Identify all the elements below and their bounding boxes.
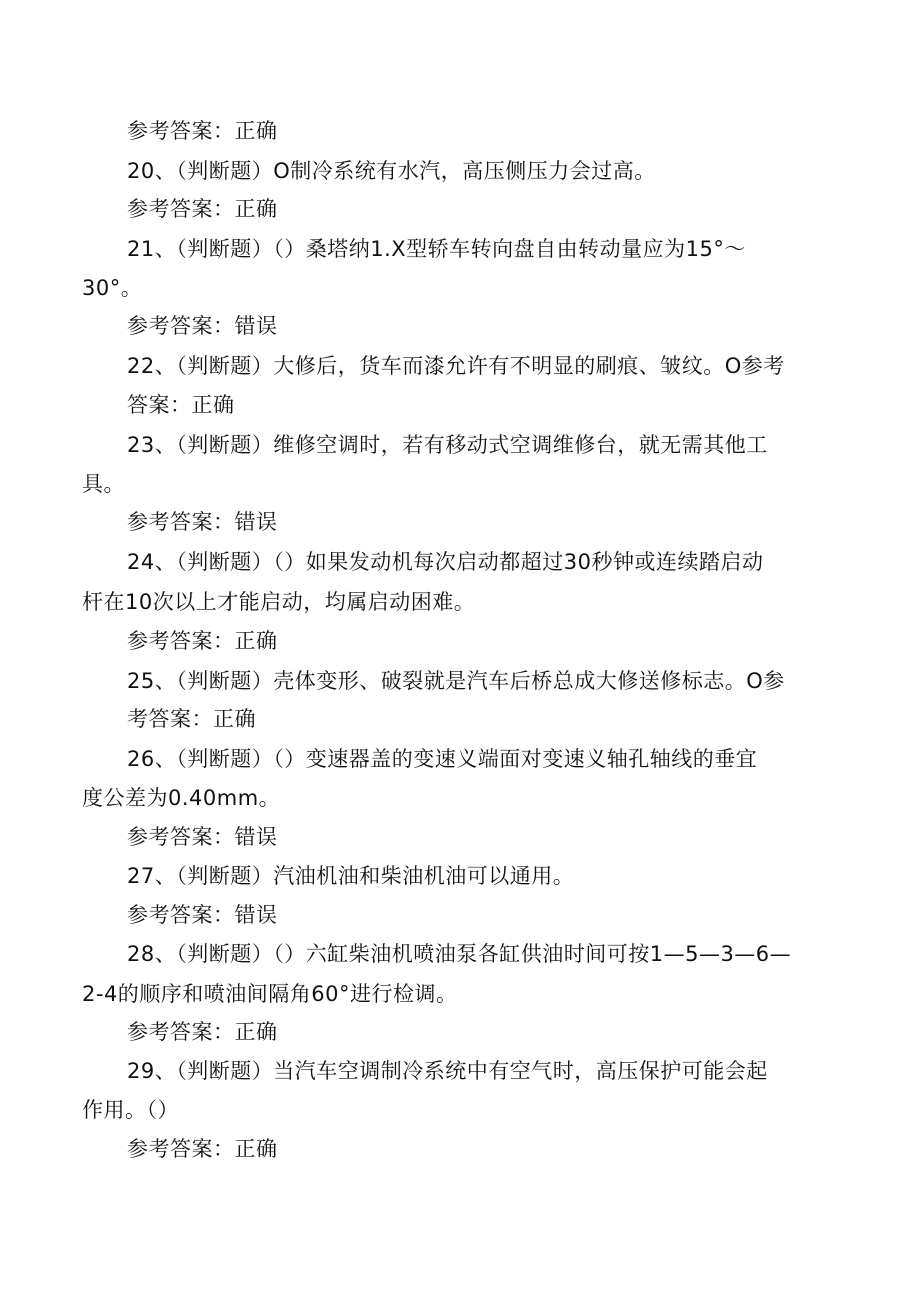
question-continuation: 杆在10次以上才能启动，均属启动困难。 [82, 590, 476, 614]
answer-line: 参考答案：正确 [127, 629, 278, 653]
question-line: 20、（判断题）O制冷系统有水汽，高压侧压力会过高。 [127, 159, 656, 183]
question-line: 28、（判断题）（）六缸柴油机喷油泵各缸供油时间可按1—5—3—6— [127, 942, 792, 966]
question-line: 27、（判断题）汽油机油和柴油机油可以通用。 [127, 864, 575, 888]
question-continuation: 具。 [82, 472, 125, 496]
answer-line: 参考答案：正确 [127, 1020, 278, 1044]
question-line: 24、（判断题）（）如果发动机每次启动都超过30秒钟或连续踏启动 [127, 550, 764, 574]
question-line: 23、（判断题）维修空调时，若有移动式空调维修台，就无需其他工 [127, 433, 768, 457]
question-continuation: 度公差为0.40mm。 [82, 786, 281, 810]
answer-line: 参考答案：正确 [127, 119, 278, 143]
answer-line: 参考答案：错误 [127, 825, 278, 849]
question-continuation: 答案：正确 [127, 393, 235, 417]
answer-line: 参考答案：错误 [127, 314, 278, 338]
question-continuation: 30°。 [82, 276, 143, 300]
answer-line: 参考答案：正确 [127, 197, 278, 221]
question-continuation: 2-4的顺序和喷油间隔角60°进行检调。 [82, 982, 458, 1006]
question-line: 25、（判断题）壳体变形、破裂就是汽车后桥总成大修送修标志。O参 [127, 669, 785, 693]
answer-line: 参考答案：正确 [127, 1137, 278, 1161]
question-line: 22、（判断题）大修后，货车而漆允许有不明显的刷痕、皱纹。O参考 [127, 354, 785, 378]
question-line: 21、（判断题）（）桑塔纳1.X型轿车转向盘自由转动量应为15°～ [127, 237, 746, 261]
question-continuation: 作用。（） [82, 1098, 179, 1122]
answer-line: 参考答案：错误 [127, 903, 278, 927]
answer-line: 参考答案：错误 [127, 510, 278, 534]
question-line: 29、（判断题）当汽车空调制冷系统中有空气时，高压保护可能会起 [127, 1059, 768, 1083]
question-line: 26、（判断题）（）变速器盖的变速义端面对变速义轴孔轴线的垂宜 [127, 747, 758, 771]
question-continuation: 考答案：正确 [127, 707, 256, 731]
